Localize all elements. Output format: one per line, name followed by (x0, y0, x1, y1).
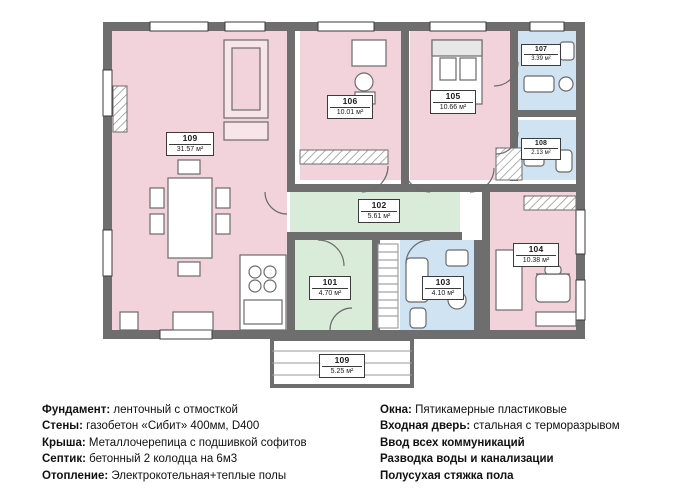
room-label-108: 108 2.13 м² (521, 138, 561, 160)
room-label-105: 105 10.66 м² (430, 90, 476, 114)
specs-column-left (42, 402, 372, 484)
spec-utilities: Ввод всех коммуникаций (380, 436, 525, 449)
spec-entrance-door: Входная дверь: стальная с терморазрывом (380, 420, 620, 433)
room-label-103: 103 4.10 м² (422, 276, 464, 300)
room-label-107: 107 3.39 м² (521, 44, 561, 66)
room-label-101: 101 4.70 м² (309, 276, 351, 300)
spec-foundation: Фундамент: ленточный с отмосткой (42, 404, 238, 416)
spec-heating: Отопление: Электрокотельная+теплые полы (42, 469, 287, 482)
spec-screed: Полусухая стяжка пола (380, 469, 514, 482)
spec-walls: Стены: газобетон «Сибит» 400мм, D400 (42, 420, 260, 433)
spec-plumbing: Разводка воды и канализации (380, 453, 554, 466)
spec-roof: Крыша: Металлочерепица с подшивкой софитов (42, 436, 307, 449)
room-label-106: 106 10.01 м² (327, 95, 373, 119)
specs-column-right (372, 402, 672, 484)
room-label-102: 102 5.61 м² (358, 199, 400, 223)
room-label-terrace-109: 109 5.25 м² (319, 354, 365, 378)
spec-windows: Окна: Пятикамерные пластиковые (380, 404, 567, 416)
room-label-109: 109 31.57 м² (166, 132, 214, 156)
room-label-104: 104 10.38 м² (513, 243, 559, 267)
spec-septic: Септик: бетонный 2 колодца на 6м3 (42, 453, 238, 466)
specifications (0, 396, 683, 502)
